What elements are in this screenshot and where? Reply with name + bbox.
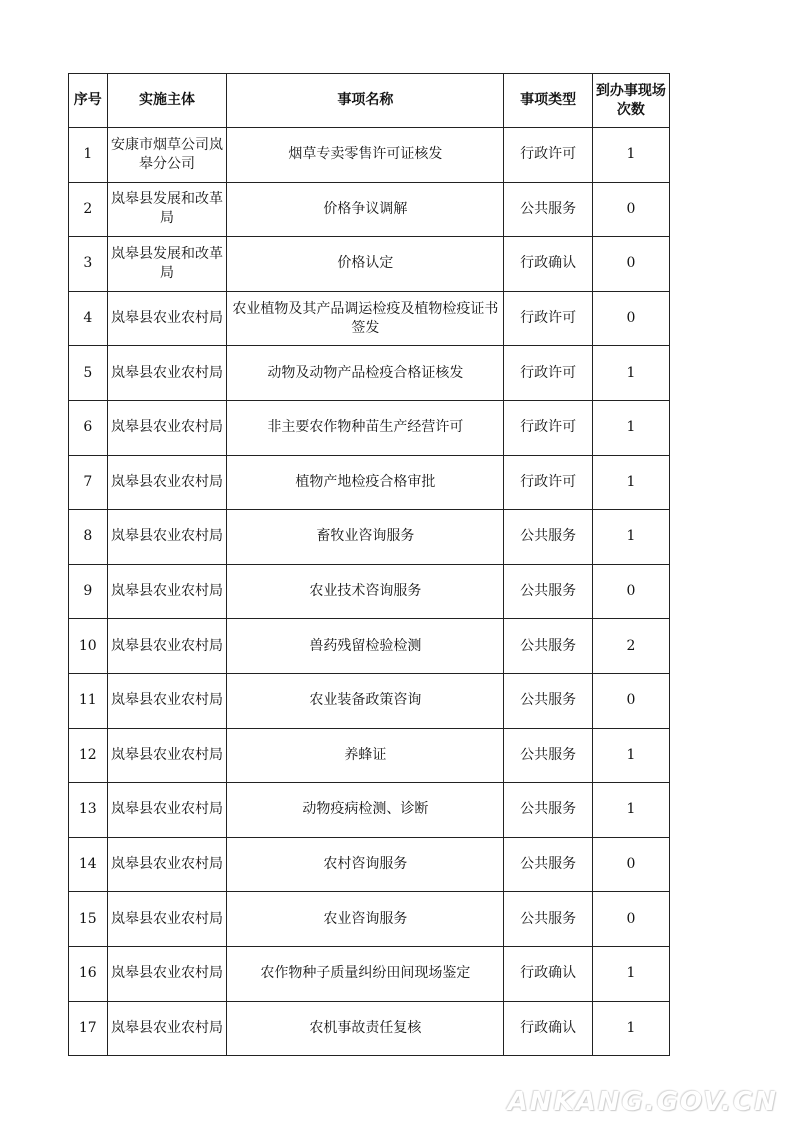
row-number: 2 <box>69 182 108 237</box>
row-item-name: 价格认定 <box>227 237 504 292</box>
row-visit-count: 0 <box>592 564 669 619</box>
table-row <box>69 619 670 674</box>
row-number: 17 <box>69 1001 108 1056</box>
row-item-name: 价格争议调解 <box>227 182 504 237</box>
row-implementing-body: 岚皋县农业农村局 <box>107 291 227 346</box>
row-number: 8 <box>69 510 108 565</box>
row-implementing-body: 岚皋县农业农村局 <box>107 946 227 1001</box>
row-item-type: 公共服务 <box>504 892 592 947</box>
header-implementing-body: 实施主体 <box>107 74 227 128</box>
row-implementing-body: 岚皋县发展和改革局 <box>107 237 227 292</box>
table-header <box>69 74 670 128</box>
row-item-type: 公共服务 <box>504 673 592 728</box>
row-implementing-body: 岚皋县农业农村局 <box>107 564 227 619</box>
table-row <box>69 291 670 346</box>
row-visit-count: 1 <box>592 128 669 183</box>
row-implementing-body: 岚皋县农业农村局 <box>107 346 227 401</box>
row-item-type: 公共服务 <box>504 564 592 619</box>
row-item-type: 行政许可 <box>504 128 592 183</box>
row-visit-count: 2 <box>592 619 669 674</box>
row-number: 9 <box>69 564 108 619</box>
row-visit-count: 1 <box>592 455 669 510</box>
row-implementing-body: 岚皋县农业农村局 <box>107 400 227 455</box>
row-item-name: 非主要农作物种苗生产经营许可 <box>227 400 504 455</box>
row-visit-count: 0 <box>592 837 669 892</box>
table-row <box>69 346 670 401</box>
row-number: 7 <box>69 455 108 510</box>
row-item-type: 行政许可 <box>504 400 592 455</box>
row-item-name: 农业装备政策咨询 <box>227 673 504 728</box>
table-row <box>69 237 670 292</box>
row-item-type: 公共服务 <box>504 182 592 237</box>
row-item-type: 行政许可 <box>504 346 592 401</box>
row-implementing-body: 岚皋县农业农村局 <box>107 892 227 947</box>
row-item-type: 行政确认 <box>504 1001 592 1056</box>
table-row <box>69 673 670 728</box>
row-number: 3 <box>69 237 108 292</box>
row-number: 5 <box>69 346 108 401</box>
row-visit-count: 1 <box>592 510 669 565</box>
row-item-type: 行政确认 <box>504 946 592 1001</box>
table-row <box>69 455 670 510</box>
row-implementing-body: 岚皋县农业农村局 <box>107 783 227 838</box>
row-item-name: 农作物种子质量纠纷田间现场鉴定 <box>227 946 504 1001</box>
row-item-type: 行政许可 <box>504 455 592 510</box>
row-number: 10 <box>69 619 108 674</box>
row-item-type: 公共服务 <box>504 783 592 838</box>
row-number: 16 <box>69 946 108 1001</box>
header-visit-count: 到办事现场次数 <box>592 74 669 128</box>
row-item-name: 烟草专卖零售许可证核发 <box>227 128 504 183</box>
table-row <box>69 837 670 892</box>
table-body <box>69 128 670 1056</box>
row-number: 14 <box>69 837 108 892</box>
table-row <box>69 400 670 455</box>
table-row <box>69 1001 670 1056</box>
row-implementing-body: 岚皋县农业农村局 <box>107 455 227 510</box>
row-item-name: 畜牧业咨询服务 <box>227 510 504 565</box>
row-item-name: 动物疫病检测、诊断 <box>227 783 504 838</box>
row-number: 15 <box>69 892 108 947</box>
row-visit-count: 1 <box>592 783 669 838</box>
row-visit-count: 1 <box>592 946 669 1001</box>
row-item-name: 养蜂证 <box>227 728 504 783</box>
table-row <box>69 946 670 1001</box>
row-item-type: 公共服务 <box>504 837 592 892</box>
row-implementing-body: 岚皋县农业农村局 <box>107 510 227 565</box>
row-item-name: 动物及动物产品检疫合格证核发 <box>227 346 504 401</box>
row-implementing-body: 岚皋县农业农村局 <box>107 1001 227 1056</box>
row-item-type: 公共服务 <box>504 619 592 674</box>
row-item-name: 兽药残留检验检测 <box>227 619 504 674</box>
row-item-type: 公共服务 <box>504 728 592 783</box>
row-implementing-body: 岚皋县农业农村局 <box>107 728 227 783</box>
row-implementing-body: 岚皋县发展和改革局 <box>107 182 227 237</box>
table-row <box>69 564 670 619</box>
header-number: 序号 <box>69 74 108 128</box>
row-visit-count: 0 <box>592 182 669 237</box>
row-item-type: 公共服务 <box>504 510 592 565</box>
row-item-type: 行政许可 <box>504 291 592 346</box>
row-visit-count: 0 <box>592 237 669 292</box>
row-item-name: 农业咨询服务 <box>227 892 504 947</box>
row-implementing-body: 安康市烟草公司岚皋分公司 <box>107 128 227 183</box>
row-visit-count: 1 <box>592 400 669 455</box>
row-item-type: 行政确认 <box>504 237 592 292</box>
row-visit-count: 1 <box>592 728 669 783</box>
row-number: 6 <box>69 400 108 455</box>
table-row <box>69 182 670 237</box>
row-number: 12 <box>69 728 108 783</box>
row-number: 4 <box>69 291 108 346</box>
row-item-name: 农业技术咨询服务 <box>227 564 504 619</box>
row-visit-count: 0 <box>592 673 669 728</box>
row-implementing-body: 岚皋县农业农村局 <box>107 673 227 728</box>
header-row <box>69 74 670 128</box>
table-row <box>69 728 670 783</box>
table-row <box>69 892 670 947</box>
row-number: 11 <box>69 673 108 728</box>
row-number: 13 <box>69 783 108 838</box>
row-visit-count: 0 <box>592 291 669 346</box>
table-row <box>69 128 670 183</box>
table-row <box>69 510 670 565</box>
header-item-type: 事项类型 <box>504 74 592 128</box>
site-watermark: ANKANG.GOV.CN <box>507 1087 778 1117</box>
row-item-name: 农村咨询服务 <box>227 837 504 892</box>
header-item-name: 事项名称 <box>227 74 504 128</box>
row-implementing-body: 岚皋县农业农村局 <box>107 837 227 892</box>
services-table <box>68 73 670 1056</box>
row-item-name: 植物产地检疫合格审批 <box>227 455 504 510</box>
table-row <box>69 783 670 838</box>
row-visit-count: 0 <box>592 892 669 947</box>
row-item-name: 农机事故责任复核 <box>227 1001 504 1056</box>
row-implementing-body: 岚皋县农业农村局 <box>107 619 227 674</box>
row-number: 1 <box>69 128 108 183</box>
row-visit-count: 1 <box>592 346 669 401</box>
row-visit-count: 1 <box>592 1001 669 1056</box>
row-item-name: 农业植物及其产品调运检疫及植物检疫证书签发 <box>227 291 504 346</box>
